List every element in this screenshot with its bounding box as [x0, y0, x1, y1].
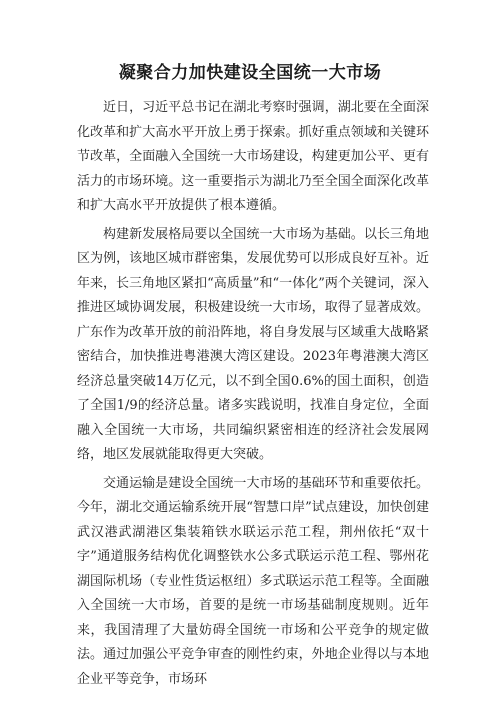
paragraph-1: 近日，习近平总书记在湖北考察时强调，湖北要在全面深化改革和扩大高水平开放上勇于探索。抓好重点领域和关键环节改革，全面融入全国统一大市场建设，构建更加公平、更有活力的市场环境。这一重要指示为湖北乃至全国全面深化改革和扩大高水平开放提供了根本遵循。: [77, 100, 429, 213]
paragraph-3: 交通运输是建设全国统一大市场的基础环节和重要依托。今年，湖北交通运输系统开展“智慧口岸”试点建设，加快创建武汉港武湖港区集装箱铁水联运示范工程，荆州依托“双十字”通道服务结构优化调整铁水公多式联运示范工程、鄂州花湖国际机场（专业性货运枢纽）多式联运示范工程等。全面融入全国统一大市场，首要的是统一市场基础制度规则。近年来，我国清理了大量妨碍全国统一市场和公平竞争的规定做法。通过加强公平竞争审查的刚性约束，外地企业得以与本地企业平等竞争，市场环: [77, 475, 429, 687]
paragraph-2: 构建新发展格局要以全国统一大市场为基础。以长三角地区为例，该地区城市群密集，发展优势可以形成良好互补。近年来，长三角地区紧扣“高质量”和“一体化”两个关键词，深入推进区域协调发展，积极建设统一大市场，取得了显著成效。广东作为改革开放的前沿阵地，将自身发展与区域重大战略紧密结合，加快推进粤港澳大湾区建设。2023年粤港澳大湾区经济总量突破14万亿元，以不到全国0.6%的国土面积，创造了全国1/9的经济总量。诸多实践说明，找准自身定位，全面融入全国统一大市场，共同编织紧密相连的经济社会发展网络，地区发展就能取得更大突破。: [77, 226, 429, 462]
document-title: 凝聚合力加快建设全国统一大市场: [118, 63, 382, 83]
document-body: [77, 96, 429, 696]
